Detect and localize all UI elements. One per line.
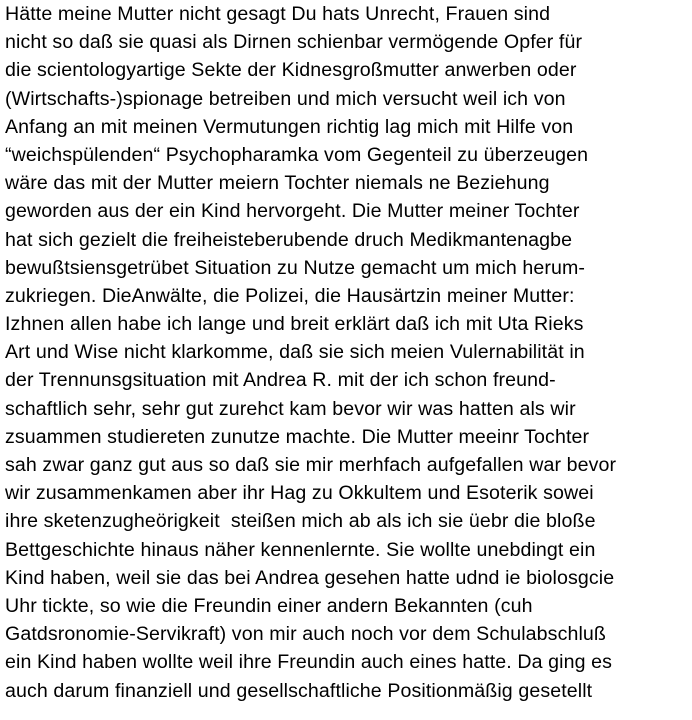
text-line: wäre das mit der Mutter meiern Tochter niemals ne Beziehung — [5, 172, 550, 195]
text-line: geworden aus der ein Kind hervorgeht. Die Mutter meiner Tochter — [5, 200, 580, 223]
text-line: Kind haben, weil sie das bei Andrea gesehen hatte udnd ie biolosgcie — [5, 566, 615, 589]
text-line: die scientologyartige Sekte der Kidnesgroßmutter anwerben oder — [5, 59, 577, 82]
text-line: sah zwar ganz gut aus so daß sie mir merhfach aufgefallen war bevor — [5, 454, 617, 476]
text-line: auch darum finanziell und gesellschaftliche Positionmäßig gesetellt — [5, 679, 593, 702]
text-line: zsuammen studiereten zunutze machte. Die Mutter meeinr Tochter — [5, 425, 590, 448]
text-line: Anfang an mit meinen Vermutungen richtig lag mich mit Hilfe von — [5, 115, 574, 138]
text-line: bewußtsiensgetrübet Situation zu Nutze gemacht um mich herum- — [5, 256, 586, 279]
text-line: ihre sketenzugheörigkeit steißen mich ab als ich sie üebr die bloße — [5, 510, 596, 533]
text-line: wir zusammenkamen aber ihr Hag zu Okkultem und Esoterik sowei — [5, 482, 594, 505]
text-line: schaftlich sehr, sehr gut zurehct kam bevor wir was hatten als wir — [5, 397, 576, 420]
text-line: Uhr tickte, so wie die Freundin einer andern Bekannten (cuh — [5, 594, 533, 617]
text-line: “weichspülenden“ Psychopharamka vom Gegenteil zu überzeugen — [5, 143, 589, 166]
text-line: Hätte meine Mutter nicht gesagt Du hats Unrecht, Frauen sind — [5, 3, 551, 25]
text-line: ein Kind haben wollte weil ihre Freundin auch eines hatte. Da ging es — [5, 651, 613, 674]
text-line: Art und Wise nicht klarkomme, daß sie sich meien Vulernabilität in — [5, 341, 585, 364]
text-line: der Trennunsgsituation mit Andrea R. mit der ich schon freund- — [5, 369, 556, 392]
text-line: zukriegen. DieAnwälte, die Polizei, die Hausärtzin meiner Mutter: — [5, 284, 575, 307]
document-text-block — [5, 0, 689, 705]
text-line: Gatdsronomie-Servikraft) von mir auch noch vor dem Schulabschluß — [5, 623, 606, 646]
text-line: nicht so daß sie quasi als Dirnen schienbar vermögende Opfer für — [5, 31, 583, 54]
text-line: Bettgeschichte hinaus näher kennenlernte. Sie wollte unebdingt ein — [5, 538, 596, 561]
text-line: Izhnen allen habe ich lange und breit erklärt daß ich mit Uta Rieks — [5, 313, 584, 336]
text-line: hat sich gezielt die freiheisteberubende druch Medikmantenagbe — [5, 228, 573, 251]
text-line: (Wirtschafts-)spionage betreiben und mich versucht weil ich von — [5, 87, 566, 110]
